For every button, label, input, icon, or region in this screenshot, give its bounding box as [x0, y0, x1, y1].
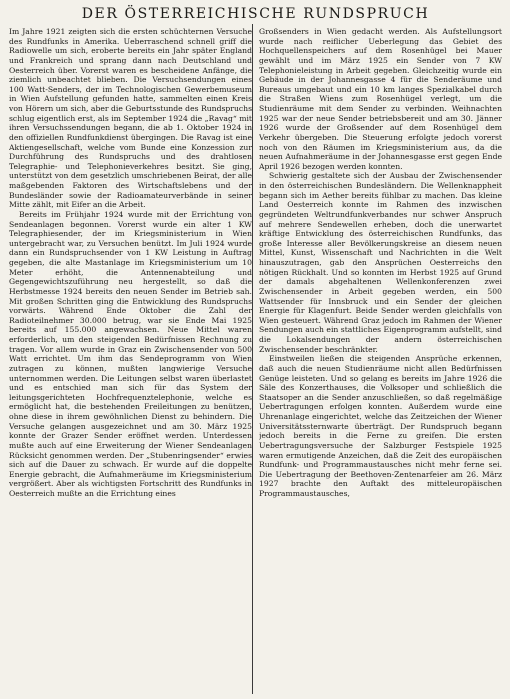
- paragraph: Einstweilen ließen die steigenden Ansprüche erkennen, daß auch die neuen Studienräume nicht allen Bedürfnissen Genüge leisteten. Und so gelang es bereits im Jahre 1926 die Säle des Konzerthauses, die Volksoper und schließlich die Staatsoper an die Sender anzuschließen, so daß regelmäßige Uebertragungen erfolgen konnten. Außerdem wurde eine Uhrenanlage eingerichtet, welche das Zeitzeichen der Wiener Universitätssternwarte überträgt. Der Rundspruch begann jedoch bereits in die Ferne zu greifen. Die ersten Uebertragungsversuche der Salzburger Festspiele 1925 waren ermutigende Anzeichen, daß die Zeit des europäischen Rundfunk- und Programmaustausches nicht mehr ferne sei. Die Uebertragung der Beethoven-Zentenarfeier am 26. März 1927 brachte den Auftakt des mitteleuropäischen Programmaustausches,: [259, 354, 502, 498]
- text-columns: [9, 27, 502, 689]
- paragraph: Bereits im Frühjahr 1924 wurde mit der Errichtung von Sendeanlagen begonnen. Vorerst wurde ein alter 1 KW Telegraphiesender, der im Kriegsministerium in Wien untergebracht war, zu Versuchen benützt. Im Juli 1924 wurde dann ein Rundspruchsender von 1 KW Leistung in Auftrag gegeben, die alte Mastanlage im Kriegsministerium um 10 Meter erhöht, die Antennenabteilung und Gegengewichtszuführung neu hergestellt, so daß die Herbstmesse 1924 bereits den neuen Sender im Betrieb sah. Mit großen Schritten ging die Entwicklung des Rundspruchs vorwärts. Während Ende Oktober die Zahl der Radioteilnehmer 30.000 betrug, war sie Ende Mai 1925 bereits auf 155.000 angewachsen. Neue Mittel waren erforderlich, um den steigenden Bedürfnissen Rechnung zu tragen. Vor allem wurde in Graz ein Zwischensender von 500 Watt errichtet. Um ihm das Sendeprogramm von Wien zutragen zu können, mußten langwierige Versuche unternommen werden. Die Leitungen selbst waren überlastet und es entschied man sich für das System der leitungsgerichteten Hochfrequenztelephonie, welche es ermöglicht hat, die bestehenden Freileitungen zu benützen, ohne diese in ihrem gewöhnlichen Dienst zu behindern. Die Versuche gelangen ausgezeichnet und am 30. März 1925 konnte der Grazer Sender eröffnet werden. Unterdessen mußte auch auf eine Erweiterung der Wiener Sendeanlagen Rücksicht genommen werden. Der „Stubenringsender“ erwies sich auf die Dauer zu schwach. Er wurde auf die doppelte Energie gebracht, die Aufnahmeräume im Kriegsministerium vergrößert. Aber als wichtigsten Fortschritt des Rundfunks in Oesterreich mußte an die Errichtung eines: [9, 209, 252, 498]
- paragraph: Im Jahre 1921 zeigten sich die ersten schüchternen Versuche des Rundfunks in Amerika. Ueberraschend schnell griff die Radiowelle um sich, eroberte bereits ein Jahr später England und Frankreich und sprang dann nach Deutschland und Oesterreich über. Vorerst waren es bescheidene Anfänge, die ziemlich unbeachtet blieben. Die Versuchsendungen eines 100 Watt-Senders, der im Technologischen Gewerbemuseum in Wien Aufstellung gefunden hatte, sammelten einen Kreis von Hörern um sich, aber die Geburtsstunde des Rundspruchs schlug eigentlich erst, als im September 1924 die „Ravag“ mit ihren Versuchssendungen begann, die ab 1. Oktober 1924 in den offiziellen Rundfunkdienst übergingen. Die Ravag ist eine Aktiengesellschaft, welche vom Bunde eine Konzession zur Durchführung des Rundspruchs und des drahtlosen Telegraphie- und Telephonieverkehres besitzt. Sie ging, unterstützt von dem gesetzlich umschriebenen Beirat, der alle maßgebenden Faktoren des Wirtschaftslebens und der Bundesländer sowie der Radioamateurverbände in seiner Mitte zählt, mit Eifer an die Arbeit.: [9, 27, 252, 210]
- paragraph: Schwierig gestaltete sich der Ausbau der Zwischensender in den österreichischen Bundesländern. Die Wellenknappheit begann sich im Aether bereits fühlbar zu machen. Das kleine Land Oesterreich konnte im Rahmen des inzwischen gegründeten Weltrundfunkverbandes nur schwer Anspruch auf mehrere Sendewellen erheben, doch die unerwartet kräftige Entwicklung des österreichischen Rundfunks, das große Interesse aller Bevölkerungskreise an diesem neuen Mittel, Kunst, Wissenschaft und Nachrichten in die Welt hinauszutragen, gab den Ansprüchen Oesterreichs den nötigen Rückhalt. Und so konnten im Herbst 1925 auf Grund der damals abgehaltenen Wellenkonferenzen zwei Zwischensender in Arbeit gegeben werden, ein 500 Wattsender für Innsbruck und ein Sender der gleichen Energie für Klagenfurt. Beide Sender werden gleichfalls von Wien gesteuert. Während Graz jedoch im Rahmen der Wiener Sendungen auch ein stattliches Eigenprogramm aufstellt, sind die Lokalsendungen der andern österreichischen Zwischensender beschränkter.: [259, 171, 502, 354]
- right-column: [259, 27, 502, 689]
- paragraph: Großsenders in Wien gedacht werden. Als Aufstellungsort wurde nach reiflicher Ueberlegung das Gebiet des Hochquellenspeichers auf dem Rosenhügel bei Mauer gewählt und im März 1925 ein Sender von 7 KW Telephonieleistung in Arbeit gegeben. Gleichzeitig wurde ein Gebäude in der Johannesgasse 4 für die Senderäume und Bureaus umgebaut und ein 10 km langes Spezialkabel durch die Straßen Wiens zum Rosenhügel verlegt, um die Studienräume mit dem Sender zu verbinden. Weihnachten 1925 war der neue Sender betriebsbereit und am 30. Jänner 1926 wurde der Großsender auf dem Rosenhügel dem Verkehr übergeben. Die Steuerung erfolgte jedoch vorerst noch von den Räumen im Kriegsministerium aus, da die neuen Aufnahmeräume in der Johannesgasse erst gegen Ende April 1926 bezogen werden konnten.: [259, 27, 502, 171]
- left-column: [9, 27, 252, 689]
- page-title: DER ÖSTERREICHISCHE RUNDSPRUCH: [81, 6, 430, 22]
- column-divider: [252, 24, 253, 694]
